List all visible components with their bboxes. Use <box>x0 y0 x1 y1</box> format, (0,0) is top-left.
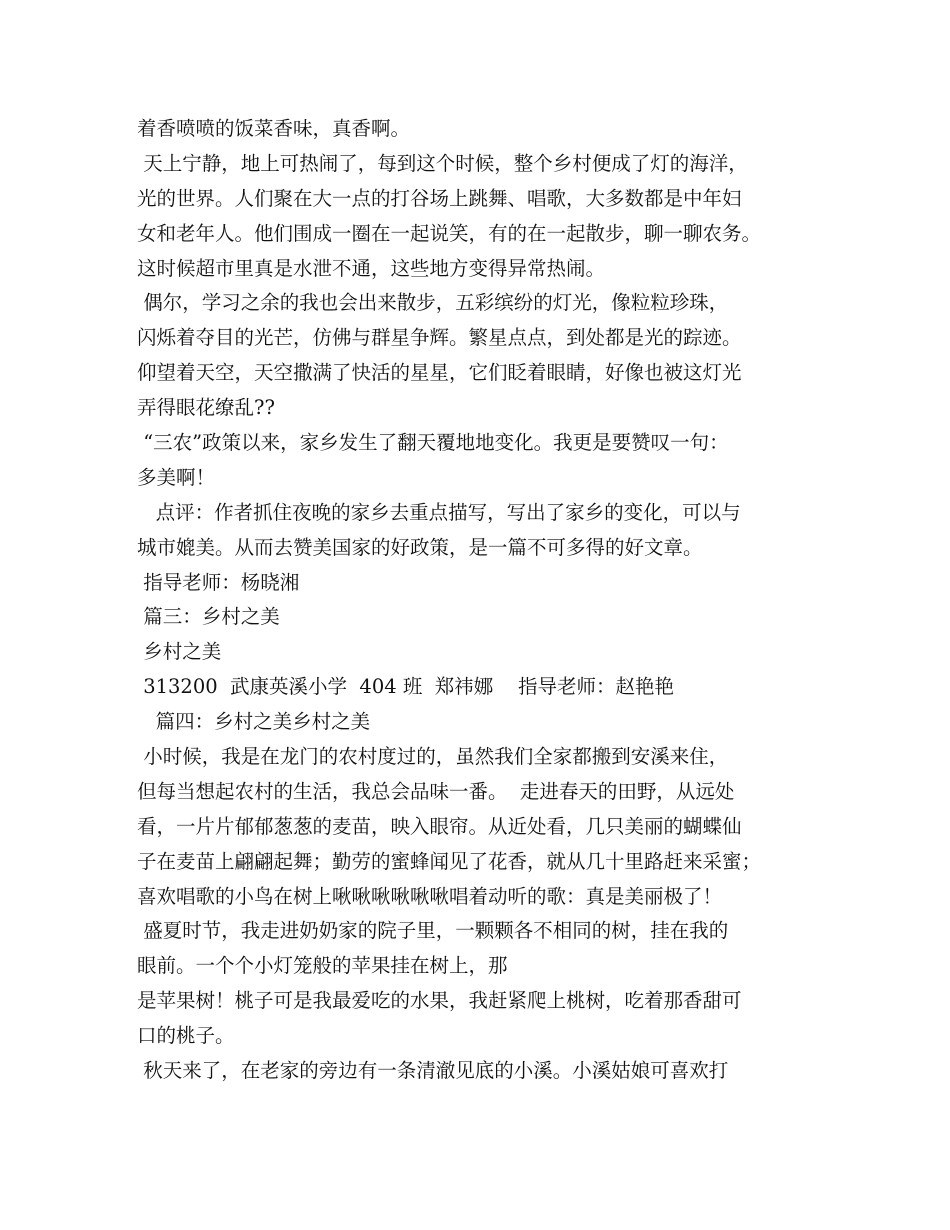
text-line: 闪烁着夺目的光芒，仿佛与群星争辉。繁星点点，到处都是光的踪迹。 <box>137 326 742 350</box>
text-line: 仰望着天空，天空撒满了快活的星星，它们眨着眼睛，好像也被这灯光 <box>137 361 742 385</box>
instructor-credit: 指导老师：杨晓湘 <box>137 570 300 594</box>
text-line: 看，一片片郁郁葱葱的麦苗，映入眼帘。从近处看，几只美丽的蝴蝶仙 <box>137 814 742 838</box>
text-line: 但每当想起农村的生活，我总会品味一番。 走进春天的田野，从远处 <box>137 779 735 803</box>
text-line: 天上宁静，地上可热闹了，每到这个时候，整个乡村便成了灯的海洋， <box>137 151 748 175</box>
commentary-line: 点评：作者抓住夜晚的家乡去重点描写，写出了家乡的变化，可以与 <box>137 500 741 524</box>
text-line: 盛夏时节，我走进奶奶家的院子里，一颗颗各不相同的树，挂在我的 <box>137 919 729 943</box>
text-line: “三农”政策以来，家乡发生了翻天覆地地变化。我更是要赞叹一句： <box>137 431 729 455</box>
text-line: 弄得眼花缭乱?? <box>137 396 275 420</box>
text-line: 着香喷喷的饭菜香味，真香啊。 <box>137 117 411 140</box>
text-line: 喜欢唱歌的小鸟在树上啾啾啾啾啾啾唱着动听的歌：真是美丽极了！ <box>137 884 723 908</box>
text-line: 口的桃子。 <box>137 1024 235 1048</box>
text-line: 多美啊！ <box>137 465 216 489</box>
text-line: 秋天来了，在老家的旁边有一条清澈见底的小溪。小溪姑娘可喜欢打 <box>137 1059 729 1083</box>
text-line: 是苹果树！桃子可是我最爱吃的水果，我赶紧爬上桃树，吃着那香甜可 <box>137 989 742 1013</box>
article-body <box>137 112 837 1089</box>
text-line: 小时候，我是在龙门的农村度过的，虽然我们全家都搬到安溪来住， <box>137 745 729 769</box>
text-line: 子在麦苗上翩翩起舞；勤劳的蜜蜂闻见了花香，就从几十里路赶来采蜜； <box>137 849 762 873</box>
section-heading: 篇三：乡村之美 <box>137 605 280 629</box>
text-line: 女和老年人。他们围成一圈在一起说笑，有的在一起散步，聊一聊农务。 <box>137 221 762 245</box>
text-line: 这时候超市里真是水泄不通，这些地方变得异常热闹。 <box>137 256 606 280</box>
commentary-line: 城市媲美。从而去赞美国家的好政策，是一篇不可多得的好文章。 <box>137 535 703 559</box>
text-line: 偶尔，学习之余的我也会出来散步，五彩缤纷的灯光，像粒粒珍珠， <box>137 291 729 315</box>
text-line: 眼前。一个个小灯笼般的苹果挂在树上，那 <box>137 954 508 978</box>
section-heading: 篇四：乡村之美乡村之美 <box>137 710 371 734</box>
author-byline: 313200 武康英溪小学 404 班 郑祎娜 指导老师：赵艳艳 <box>137 675 675 699</box>
article-title: 乡村之美 <box>137 640 222 664</box>
text-line: 光的世界。人们聚在大一点的打谷场上跳舞、唱歌，大多数都是中年妇 <box>137 186 742 210</box>
